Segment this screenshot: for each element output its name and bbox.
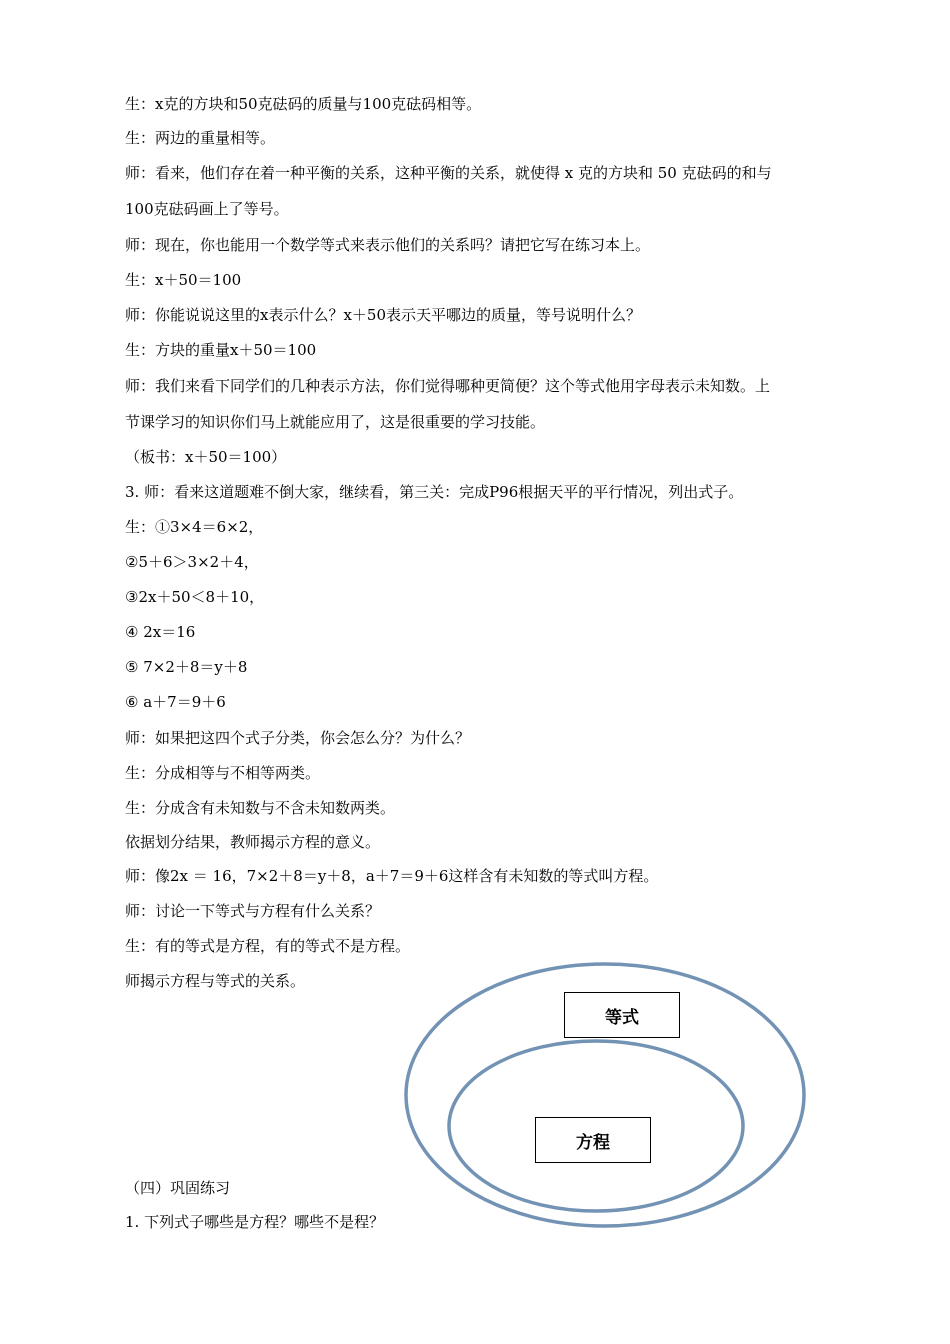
- text-line: 师：看来，他们存在着一种平衡的关系，这种平衡的关系，就使得 x 克的方块和 50 克砝码的和与: [125, 164, 772, 182]
- text-line: 生：①3×4＝6×2，: [125, 518, 264, 536]
- text-line: ⑤ 7×2＋8＝y＋8: [125, 658, 248, 676]
- text-line: 师：讨论一下等式与方程有什么关系？: [125, 902, 381, 920]
- text-line: （四）巩固练习: [125, 1179, 231, 1197]
- outer-label-box: 等式: [564, 992, 680, 1038]
- text-line: 1. 下列式子哪些是方程？哪些不是程？: [125, 1213, 385, 1231]
- text-line: 师：你能说说这里的x表示什么？x＋50表示天平哪边的质量，等号说明什么？: [125, 306, 642, 324]
- text-line: ②5＋6＞3×2＋4，: [125, 553, 259, 571]
- text-line: 生：两边的重量相等。: [125, 129, 276, 147]
- text-line: 师揭示方程与等式的关系。: [125, 972, 306, 990]
- text-line: 生：x＋50＝100: [125, 271, 242, 289]
- text-line: 生：有的等式是方程，有的等式不是方程。: [125, 937, 411, 955]
- text-line: ⑥ a＋7＝9＋6: [125, 693, 226, 711]
- text-line: 生：分成相等与不相等两类。: [125, 764, 321, 782]
- text-line: 生：x克的方块和50克砝码的质量与100克砝码相等。: [125, 95, 482, 113]
- text-line: 依据划分结果，教师揭示方程的意义。: [125, 833, 381, 851]
- text-line: 100克砝码画上了等号。: [125, 200, 289, 218]
- text-line: （板书：x＋50＝100）: [125, 448, 287, 466]
- equation-set-diagram: [400, 960, 812, 1230]
- text-line: 师：像2x ＝ 16，7×2＋8＝y＋8，a＋7＝9＋6这样含有未知数的等式叫方程。: [125, 867, 659, 885]
- inner-label-box: 方程: [535, 1117, 651, 1163]
- text-line: 3. 师：看来这道题难不倒大家，继续看，第三关：完成P96根据天平的平行情况，列出式子。: [125, 483, 744, 501]
- text-line: 节课学习的知识你们马上就能应用了，这是很重要的学习技能。: [125, 413, 546, 431]
- text-line: 生：方块的重量x＋50＝100: [125, 341, 317, 359]
- text-line: ④ 2x＝16: [125, 623, 196, 641]
- text-line: 师：现在，你也能用一个数学等式来表示他们的关系吗？请把它写在练习本上。: [125, 236, 651, 254]
- text-line: 师：我们来看下同学们的几种表示方法，你们觉得哪种更简便？这个等式他用字母表示未知数。上: [125, 377, 771, 395]
- text-line: 师：如果把这四个式子分类，你会怎么分？为什么？: [125, 729, 471, 747]
- text-line: ③2x＋50＜8＋10，: [125, 588, 265, 606]
- text-line: 生：分成含有未知数与不含未知数两类。: [125, 799, 396, 817]
